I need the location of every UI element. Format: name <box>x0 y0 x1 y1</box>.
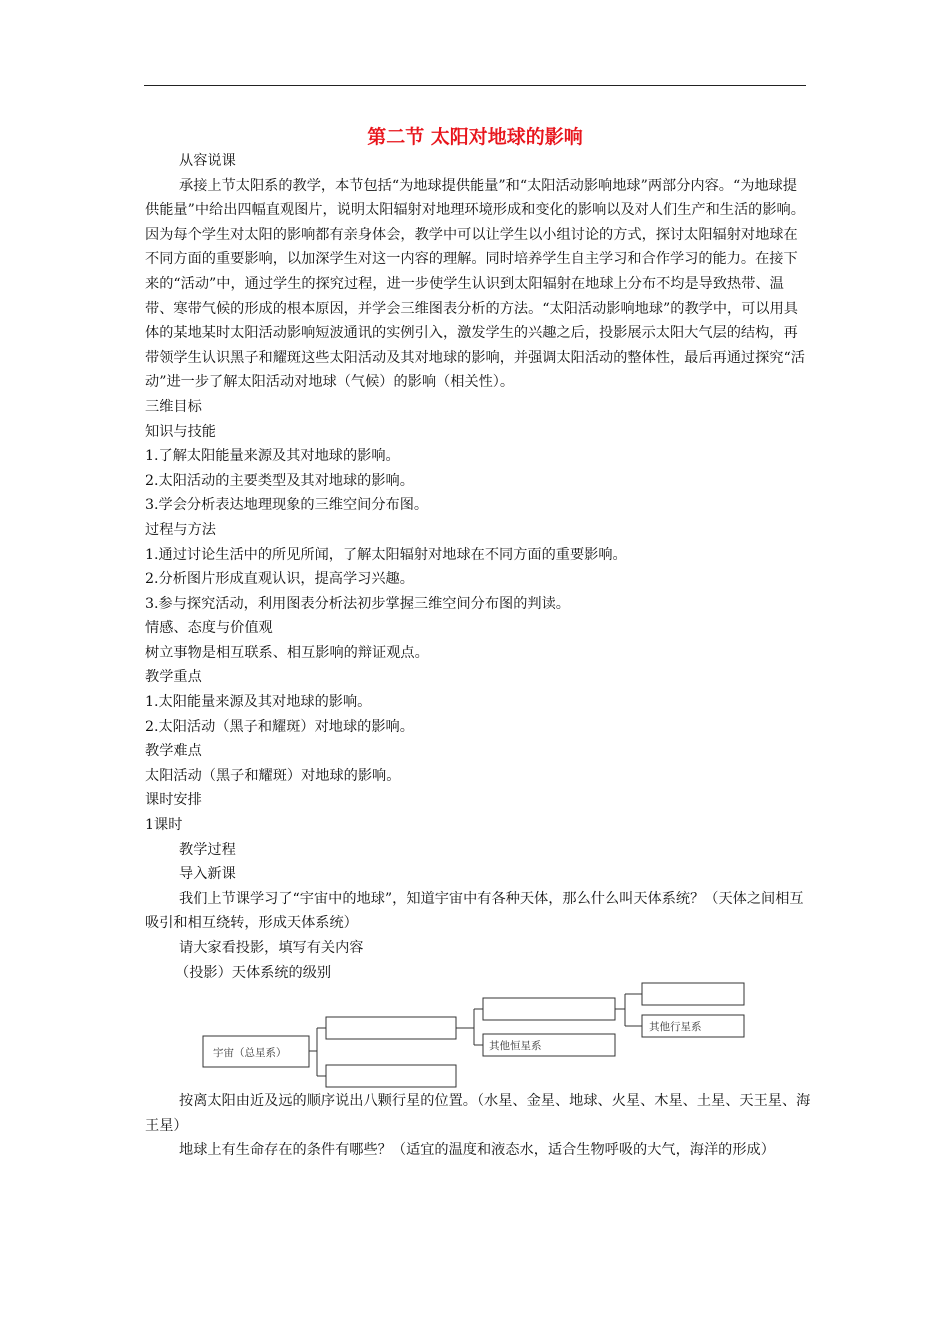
section-heading: 教学重点 <box>145 669 202 686</box>
section-heading: 导入新课 <box>179 866 236 883</box>
section-heading: 教学过程 <box>179 841 236 858</box>
diagram-box-blank <box>483 998 615 1020</box>
list-item: 1.了解太阳能量来源及其对地球的影响。 <box>145 448 400 465</box>
document-body <box>145 149 811 1163</box>
list-item: 2.分析图片形成直观认识，提高学习兴趣。 <box>145 571 414 588</box>
question-paragraph: 地球上有生命存在的条件有哪些？（适宜的温度和液态水，适合生物呼吸的大气，海洋的形成） <box>179 1142 775 1159</box>
diagram-box-blank <box>326 1017 456 1039</box>
list-item: 树立事物是相互联系、相互影响的辩证观点。 <box>145 644 429 661</box>
section-heading: 三维目标 <box>145 398 202 415</box>
intro-heading: 从容说课 <box>179 153 236 169</box>
question-paragraph: 按离太阳由近及远的顺序说出八颗行星的位置。（水星、金星、地球、火星、木星、土星、天王星、海王星） <box>145 1093 811 1134</box>
top-rule <box>144 85 806 86</box>
list-item: 1.太阳能量来源及其对地球的影响。 <box>145 694 372 711</box>
section-heading: 知识与技能 <box>145 423 216 440</box>
list-item: 1课时 <box>145 817 183 834</box>
list-item: 1.通过讨论生活中的所见所闻，了解太阳辐射对地球在不同方面的重要影响。 <box>145 546 627 563</box>
section-heading: 过程与方法 <box>145 521 216 538</box>
section-heading: 情感、态度与价值观 <box>145 620 273 637</box>
diagram-box-blank <box>642 983 744 1005</box>
diagram-box-blank <box>326 1065 456 1087</box>
list-item: 3.参与探究活动，利用图表分析法初步掌握三维空间分布图的判读。 <box>145 595 570 612</box>
list-item: 3.学会分析表达地理现象的三维空间分布图。 <box>145 497 429 514</box>
diagram-label-other-planets: 其他行星系 <box>649 1021 702 1034</box>
projection-caption: （投影）天体系统的级别 <box>175 964 332 981</box>
list-item: 太阳活动（黑子和耀斑）对地球的影响。 <box>145 767 401 784</box>
diagram-svg <box>145 993 755 1093</box>
list-item: 2.太阳活动的主要类型及其对地球的影响。 <box>145 472 414 489</box>
instruction-text: 请大家看投影，填写有关内容 <box>179 940 364 956</box>
list-item: 2.太阳活动（黑子和耀斑）对地球的影响。 <box>145 718 414 735</box>
celestial-system-diagram <box>145 993 811 1085</box>
diagram-label-universe: 宇宙（总星系） <box>213 1047 287 1060</box>
section-heading: 课时安排 <box>145 792 202 809</box>
page-title: 第二节 太阳对地球的影响 <box>367 126 583 148</box>
diagram-label-other-stars: 其他恒星系 <box>489 1040 542 1053</box>
section-heading: 教学难点 <box>145 743 202 760</box>
intro-paragraph: 承接上节太阳系的教学，本节包括“为地球提供能量”和“太阳活动影响地球”两部分内容。“为地球提供能量”中给出四幅直观图片，说明太阳辐射对地理环境形成和变化的影响以及对人们生产和生活的影响。因为每个学生对太阳的影响都有亲身体会，教学中可以让学生以小组讨论的方式，探讨太阳辐射对地球在不同方面的重要影响，以加深学生对这一内容的理解。同时培养学生自主学习和合作学习的能力。在接下来的“活动”中，通过学生的探究过程，进一步使学生认识到太阳辐射在地球上分布不均是导致热带、温带、寒带气候的形成的根本原因，并学会三维图表分析的方法。“太阳活动影响地球”的教学中，可以用具体的某地某时太阳活动影响短波通讯的实例引入，激发学生的兴趣之后，投影展示太阳大气层的结构，再带领学生认识黑子和耀斑这些太阳活动及其对地球的影响，并强调太阳活动的整体性，最后再通过探究“活动”进一步了解太阳活动对地球（气候）的影响（相关性）。 <box>145 177 805 391</box>
question-paragraph: 我们上节课学习了“宇宙中的地球”，知道宇宙中有各种天体，那么什么叫天体系统？（天体之间相互吸引和相互绕转，形成天体系统） <box>145 890 804 932</box>
